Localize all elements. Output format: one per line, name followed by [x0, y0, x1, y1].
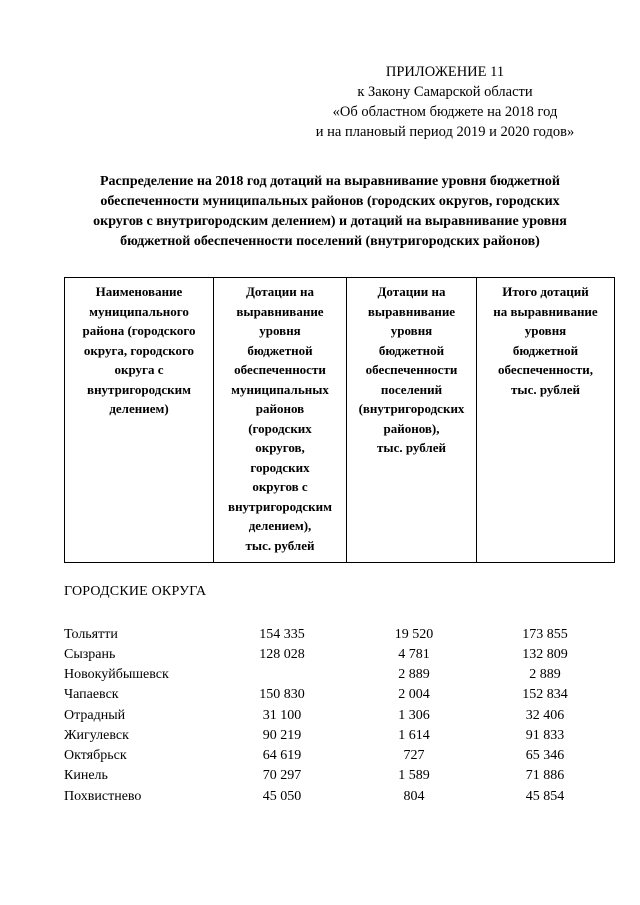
document-heading — [60, 172, 600, 252]
heading-line: Распределение на 2018 год дотаций на выравнивание уровня бюджетной — [99, 174, 560, 189]
header-text: тыс. рублей — [511, 381, 580, 397]
header-text: внутригородским — [87, 381, 191, 397]
header-text: на выравнивание — [493, 303, 598, 319]
cell-settlement: 2 004 — [398, 687, 430, 702]
table-row — [0, 746, 640, 766]
header-text: Дотации на — [245, 284, 315, 299]
table-row — [0, 645, 640, 665]
header-text: бюджетной — [378, 342, 445, 358]
header-col-total — [477, 282, 614, 399]
header-text: выравнивание — [367, 303, 456, 319]
heading-line: бюджетной обеспеченности поселений (внутригородских районов) — [120, 234, 540, 249]
header-text: района (городского — [82, 323, 196, 338]
header-text: делением), — [248, 518, 312, 533]
header-text: округа с — [114, 362, 164, 377]
header-text: уровня — [390, 323, 433, 338]
header-text: округов, — [255, 440, 305, 455]
cell-district: 154 335 — [259, 627, 305, 642]
cell-district: 31 100 — [262, 708, 302, 723]
cell-name: Отрадный — [64, 708, 126, 723]
header-col-name — [65, 282, 213, 419]
cell-name: Октябрьск — [64, 748, 127, 763]
cell-district: 90 219 — [262, 728, 302, 743]
header-text: Итого дотаций — [502, 284, 589, 299]
table-row — [0, 787, 640, 807]
cell-total: 173 855 — [522, 627, 568, 642]
header-text: районов — [255, 401, 305, 416]
header-text: обеспеченности, — [498, 362, 593, 377]
heading-line: округов с внутригородским делением) и дотаций на выравнивание уровня — [93, 214, 567, 229]
cell-total: 65 346 — [525, 748, 565, 763]
cell-name: Жигулевск — [64, 728, 129, 743]
cell-district: 150 830 — [259, 687, 305, 702]
table-header — [64, 277, 615, 563]
cell-settlement: 1 614 — [398, 728, 430, 743]
header-text: уровня — [259, 323, 301, 338]
header-text: районов), — [383, 420, 440, 436]
table-row — [0, 766, 640, 786]
heading-line: обеспеченности муниципальных районов (городских округов, городских — [100, 194, 560, 209]
table-row — [0, 625, 640, 645]
header-text: муниципального — [89, 303, 189, 319]
header-col-district-subsidies — [214, 282, 346, 555]
cell-name: Чапаевск — [64, 687, 119, 702]
header-text: бюджетной — [247, 342, 313, 358]
appendix-line: ПРИЛОЖЕНИЕ 11 — [385, 64, 505, 80]
cell-district: 45 050 — [262, 789, 302, 804]
appendix-note — [300, 62, 590, 142]
appendix-line: к Закону Самарской области — [357, 84, 533, 100]
cell-total: 32 406 — [525, 708, 565, 723]
cell-settlement: 804 — [403, 789, 425, 804]
cell-name: Тольятти — [64, 627, 118, 642]
header-text: уровня — [524, 323, 567, 338]
header-text: поселений — [380, 381, 443, 397]
header-text: бюджетной — [512, 342, 579, 358]
section-title: ГОРОДСКИЕ ОКРУГА — [64, 584, 207, 599]
header-text: обеспеченности — [234, 362, 326, 377]
header-text: (внутригородских — [358, 401, 465, 416]
cell-total: 45 854 — [525, 789, 565, 804]
table-row — [0, 706, 640, 726]
header-text: Дотации на — [377, 284, 446, 299]
cell-total: 2 889 — [529, 667, 561, 682]
header-text: городских — [250, 459, 310, 475]
appendix-line: и на плановый период 2019 и 2020 годов» — [315, 124, 575, 140]
header-text: выравнивание — [236, 303, 324, 319]
cell-name: Сызрань — [64, 647, 116, 662]
cell-total: 71 886 — [525, 768, 565, 783]
header-text: округа, городского — [83, 342, 195, 358]
header-text: обеспеченности — [365, 362, 458, 377]
header-text: муниципальных — [231, 381, 329, 397]
cell-total: 152 834 — [522, 687, 568, 702]
cell-settlement: 1 589 — [398, 768, 430, 783]
header-text: (городских — [248, 420, 312, 436]
header-text: округов с — [252, 479, 308, 494]
cell-settlement: 4 781 — [398, 647, 430, 662]
cell-name: Новокуйбышевск — [64, 667, 169, 682]
header-text: тыс. рублей — [377, 440, 446, 455]
cell-name: Похвистнево — [64, 789, 142, 804]
cell-settlement: 1 306 — [398, 708, 430, 723]
appendix-line: «Об областном бюджете на 2018 год — [332, 104, 558, 120]
cell-district: 64 619 — [262, 748, 302, 763]
header-text: Наименование — [95, 284, 183, 299]
header-text: делением) — [109, 401, 169, 416]
header-col-settlement-subsidies — [347, 282, 476, 458]
table-row — [0, 665, 640, 685]
cell-total: 91 833 — [525, 728, 565, 743]
cell-district: 70 297 — [262, 768, 302, 783]
cell-total: 132 809 — [522, 647, 568, 662]
cell-settlement: 2 889 — [398, 667, 430, 682]
header-text: внутригородским — [228, 498, 332, 514]
table-row — [0, 685, 640, 705]
table-row — [0, 726, 640, 746]
cell-settlement: 19 520 — [394, 627, 434, 642]
cell-settlement: 727 — [403, 748, 425, 763]
header-text: тыс. рублей — [245, 537, 315, 553]
cell-district: 128 028 — [259, 647, 305, 662]
cell-name: Кинель — [64, 768, 108, 783]
